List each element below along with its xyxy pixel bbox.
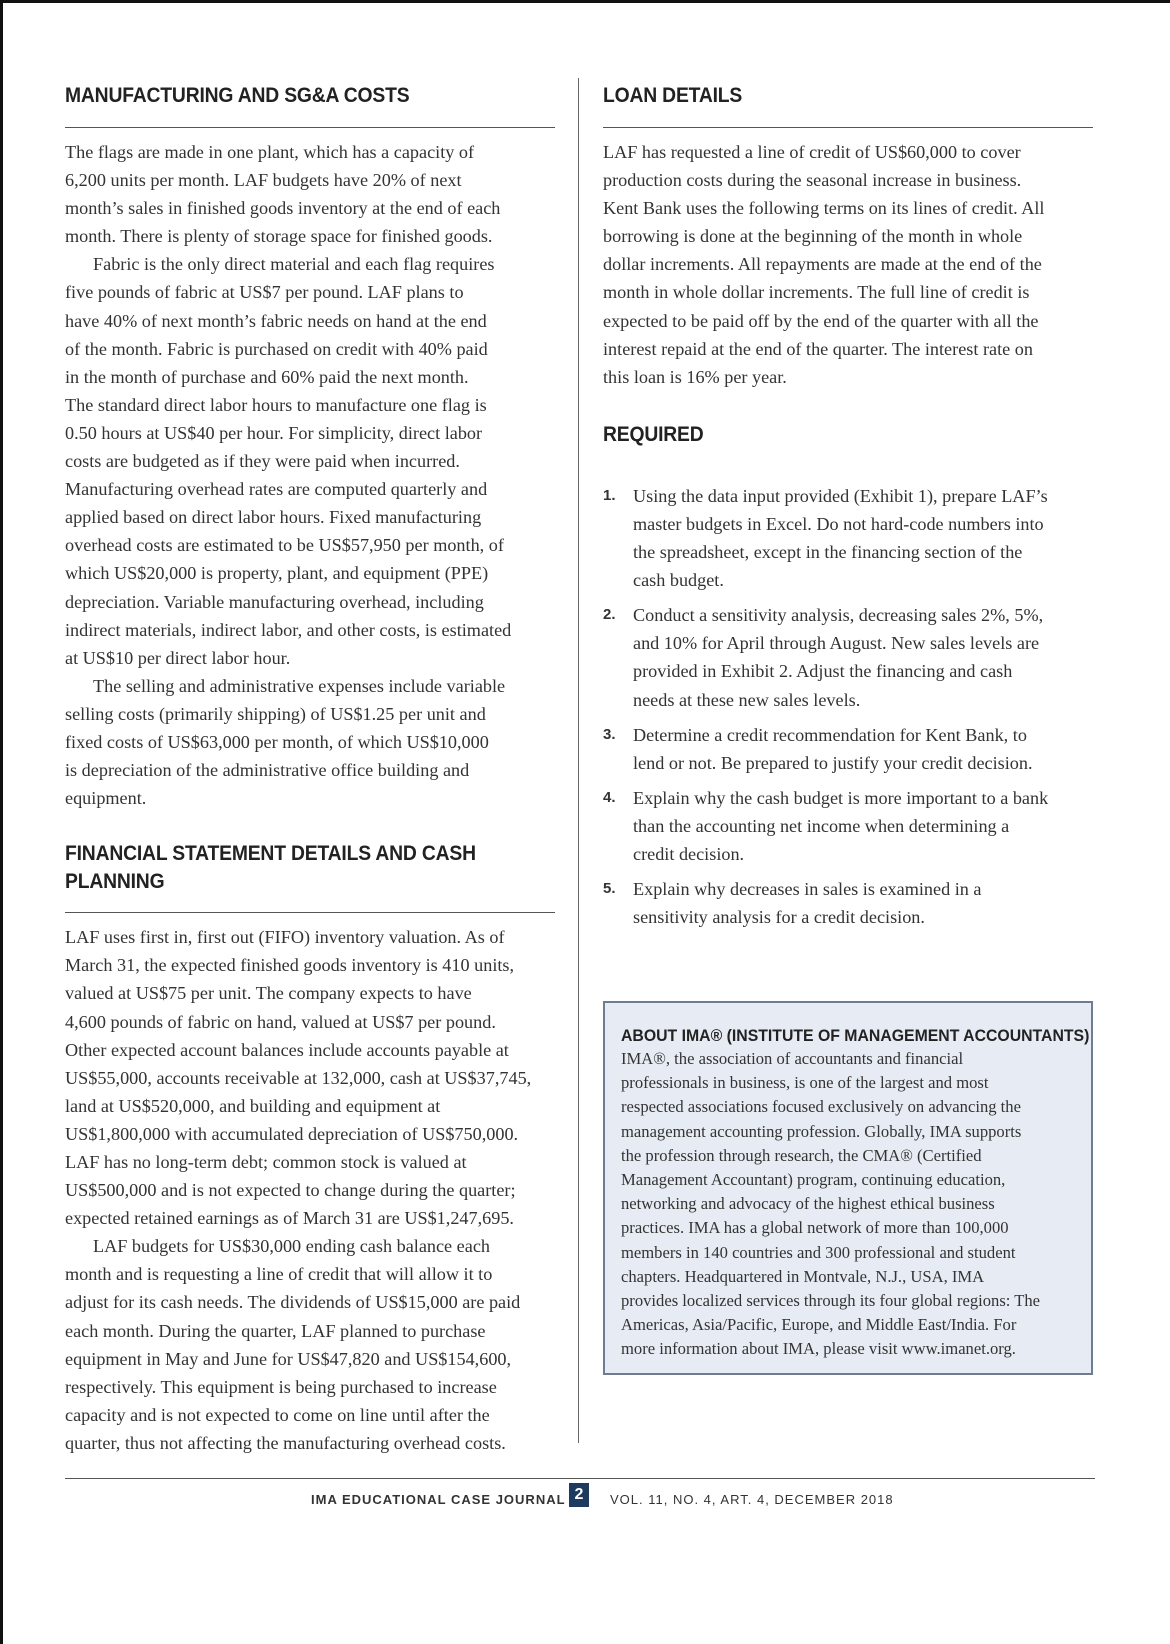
text-line: The selling and administrative expenses include variable bbox=[93, 675, 506, 696]
text-line: is depreciation of the administrative office building and bbox=[65, 760, 470, 781]
text-line: month’s sales in finished goods inventory at the end of each bbox=[65, 198, 501, 219]
text-line: respected associations focused exclusively on advancing the bbox=[621, 1097, 1021, 1117]
text-line: month in whole dollar increments. The full line of credit is bbox=[603, 282, 1030, 303]
about-ima-text bbox=[621, 1047, 1091, 1362]
text-line: depreciation. Variable manufacturing overhead, including bbox=[65, 591, 484, 612]
paragraph-loan bbox=[603, 138, 1093, 391]
text-line: provides localized services through its four global regions: The bbox=[621, 1291, 1041, 1311]
text-line: expected retained earnings as of March 31 are US$1,247,695. bbox=[65, 1208, 514, 1229]
text-line: the profession through research, the CMA® (Certified bbox=[621, 1145, 982, 1165]
text-line: 4,600 pounds of fabric on hand, valued at US$7 per pound. bbox=[65, 1011, 496, 1032]
text-line: networking and advocacy of the highest ethical business bbox=[621, 1194, 995, 1214]
column-divider bbox=[578, 78, 579, 1443]
text-line: LAF has no long-term debt; common stock is valued at bbox=[65, 1152, 467, 1172]
text-line: equipment in May and June for US$47,820 and US$154,600, bbox=[65, 1348, 512, 1369]
text-line: chapters. Headquartered in Montvale, N.J., USA, IMA bbox=[621, 1266, 985, 1286]
text-line: equipment. bbox=[65, 788, 147, 809]
required-list bbox=[603, 482, 1093, 931]
text-line: month and is requesting a line of credit that will allow it to bbox=[65, 1264, 493, 1285]
text-line: production costs during the seasonal increase in business. bbox=[603, 170, 1022, 191]
text-line: Fabric is the only direct material and each flag requires bbox=[93, 254, 495, 275]
text-line: respectively. This equipment is being purchased to increase bbox=[65, 1376, 497, 1397]
text-line: at US$10 per direct labor hour. bbox=[65, 647, 291, 668]
text-line: more information about IMA, please visit www.imanet.org. bbox=[621, 1339, 1016, 1359]
text-line: 6,200 units per month. LAF budgets have 20% of next bbox=[65, 170, 462, 191]
text-line: the spreadsheet, except in the financing section of the bbox=[633, 542, 1023, 563]
text-line: LAF uses first in, first out (FIFO) inventory valuation. As of bbox=[65, 927, 505, 948]
text-line: selling costs (primarily shipping) of US$1.25 per unit and bbox=[65, 703, 486, 724]
required-item bbox=[603, 721, 1093, 777]
paragraph-manufacturing bbox=[65, 138, 555, 812]
text-line: month. There is plenty of storage space for finished goods. bbox=[65, 226, 493, 247]
required-item bbox=[603, 784, 1093, 868]
text-line: overhead costs are estimated to be US$57,950 per month, of bbox=[65, 535, 504, 556]
text-line: US$500,000 and is not expected to change during the quarter; bbox=[65, 1180, 516, 1201]
text-line: have 40% of next month’s fabric needs on hand at the end bbox=[65, 310, 487, 331]
text-line: US$1,800,000 with accumulated depreciation of US$750,000. bbox=[65, 1123, 519, 1144]
text-line: cash budget. bbox=[633, 570, 724, 591]
text-line: than the accounting net income when determining a bbox=[633, 815, 1010, 836]
text-line: IMA®, the association of accountants and financial bbox=[621, 1049, 964, 1068]
text-line: needs at these new sales levels. bbox=[633, 689, 861, 710]
text-line: Conduct a sensitivity analysis, decreasing sales 2%, 5%, bbox=[633, 605, 1044, 626]
text-line: Other expected account balances include accounts payable at bbox=[65, 1039, 509, 1060]
text-line: members in 140 countries and 300 professional and student bbox=[621, 1242, 1016, 1262]
footer-issue: VOL. 11, NO. 4, ART. 4, DECEMBER 2018 bbox=[610, 1492, 894, 1507]
text-line: master budgets in Excel. Do not hard-code numbers into bbox=[633, 513, 1044, 534]
text-line: interest repaid at the end of the quarter. The interest rate on bbox=[603, 338, 1033, 359]
text-line: March 31, the expected finished goods inventory is 410 units, bbox=[65, 955, 515, 976]
text-line: LAF has requested a line of credit of US$60,000 to cover bbox=[603, 142, 1021, 162]
text-line: this loan is 16% per year. bbox=[603, 366, 787, 387]
text-line: Explain why the cash budget is more important to a bank bbox=[633, 787, 1049, 808]
text-line: which US$20,000 is property, plant, and equipment (PPE) bbox=[65, 563, 489, 584]
text-line: credit decision. bbox=[633, 843, 745, 864]
text-line: each month. During the quarter, LAF planned to purchase bbox=[65, 1320, 486, 1341]
text-line: Manufacturing overhead rates are computed quarterly and bbox=[65, 479, 488, 500]
section-heading-loan: LOAN DETAILS bbox=[603, 84, 743, 107]
section-heading-manufacturing: MANUFACTURING AND SG&A COSTS bbox=[65, 84, 410, 107]
item-number: 4. bbox=[603, 788, 616, 806]
text-line: expected to be paid off by the end of the quarter with all the bbox=[603, 310, 1039, 331]
text-line: five pounds of fabric at US$7 per pound. LAF plans to bbox=[65, 282, 464, 303]
page-number: 2 bbox=[569, 1483, 589, 1507]
heading-rule bbox=[603, 127, 1093, 128]
text-line: land at US$520,000, and building and equipment at bbox=[65, 1095, 441, 1116]
item-number: 3. bbox=[603, 725, 616, 743]
text-line: applied based on direct labor hours. Fixed manufacturing bbox=[65, 507, 482, 528]
text-line: The flags are made in one plant, which has a capacity of bbox=[65, 142, 475, 162]
required-item bbox=[603, 601, 1093, 713]
text-line: Explain why decreases in sales is examined in a bbox=[633, 879, 982, 900]
text-line: dollar increments. All repayments are made at the end of the bbox=[603, 254, 1042, 275]
text-line: indirect materials, indirect labor, and other costs, is estimated bbox=[65, 619, 512, 640]
text-line: valued at US$75 per unit. The company expects to have bbox=[65, 983, 472, 1004]
text-line: Determine a credit recommendation for Kent Bank, to bbox=[633, 724, 1027, 745]
required-item bbox=[603, 482, 1093, 594]
footer-rule bbox=[65, 1478, 1095, 1479]
right-column bbox=[603, 82, 1093, 938]
footer-journal: IMA EDUCATIONAL CASE JOURNAL bbox=[311, 1492, 566, 1507]
section-heading-required: REQUIRED bbox=[603, 422, 704, 446]
item-number: 5. bbox=[603, 880, 616, 898]
text-line: practices. IMA has a global network of more than 100,000 bbox=[621, 1218, 1009, 1238]
text-line: Management Accountant) program, continuing education, bbox=[621, 1170, 1006, 1190]
text-line: The standard direct labor hours to manufacture one flag is bbox=[65, 394, 487, 415]
item-number: 2. bbox=[603, 606, 616, 624]
text-line: management accounting profession. Globally, IMA supports bbox=[621, 1121, 1022, 1141]
section-heading-financial-2: PLANNING bbox=[65, 870, 165, 894]
text-line: LAF budgets for US$30,000 ending cash balance each bbox=[93, 1236, 490, 1257]
text-line: professionals in business, is one of the largest and most bbox=[621, 1073, 989, 1093]
about-ima-box bbox=[603, 1001, 1093, 1375]
heading-rule bbox=[65, 912, 555, 913]
text-line: capacity and is not expected to come on line until after the bbox=[65, 1404, 490, 1425]
text-line: adjust for its cash needs. The dividends of US$15,000 are paid bbox=[65, 1292, 521, 1313]
text-line: quarter, thus not affecting the manufacturing overhead costs. bbox=[65, 1432, 506, 1453]
text-line: borrowing is done at the beginning of the month in whole bbox=[603, 226, 1023, 247]
text-line: Using the data input provided (Exhibit 1), prepare LAF’s bbox=[633, 485, 1048, 506]
left-column bbox=[65, 82, 555, 1457]
about-ima-heading: ABOUT IMA® (INSTITUTE OF MANAGEMENT ACCOUNTANTS) bbox=[621, 1026, 1090, 1045]
text-line: provided in Exhibit 2. Adjust the financing and cash bbox=[633, 661, 1013, 682]
text-line: US$55,000, accounts receivable at 132,000, cash at US$37,745, bbox=[65, 1067, 532, 1088]
paragraph-financial bbox=[65, 923, 555, 1457]
text-line: and 10% for April through August. New sales levels are bbox=[633, 633, 1040, 654]
item-number: 1. bbox=[603, 486, 616, 504]
heading-rule bbox=[65, 127, 555, 128]
text-line: Kent Bank uses the following terms on its lines of credit. All bbox=[603, 198, 1045, 219]
text-line: Americas, Asia/Pacific, Europe, and Middle East/India. For bbox=[621, 1315, 1017, 1335]
text-line: lend or not. Be prepared to justify your credit decision. bbox=[633, 752, 1033, 773]
required-item bbox=[603, 875, 1093, 931]
text-line: 0.50 hours at US$40 per hour. For simplicity, direct labor bbox=[65, 422, 483, 443]
text-line: sensitivity analysis for a credit decision. bbox=[633, 907, 925, 928]
section-heading-financial-1: FINANCIAL STATEMENT DETAILS AND CASH bbox=[65, 842, 476, 866]
text-line: in the month of purchase and 60% paid the next month. bbox=[65, 366, 469, 387]
text-line: of the month. Fabric is purchased on credit with 40% paid bbox=[65, 338, 488, 359]
text-line: costs are budgeted as if they were paid when incurred. bbox=[65, 451, 460, 472]
text-line: fixed costs of US$63,000 per month, of which US$10,000 bbox=[65, 731, 489, 752]
